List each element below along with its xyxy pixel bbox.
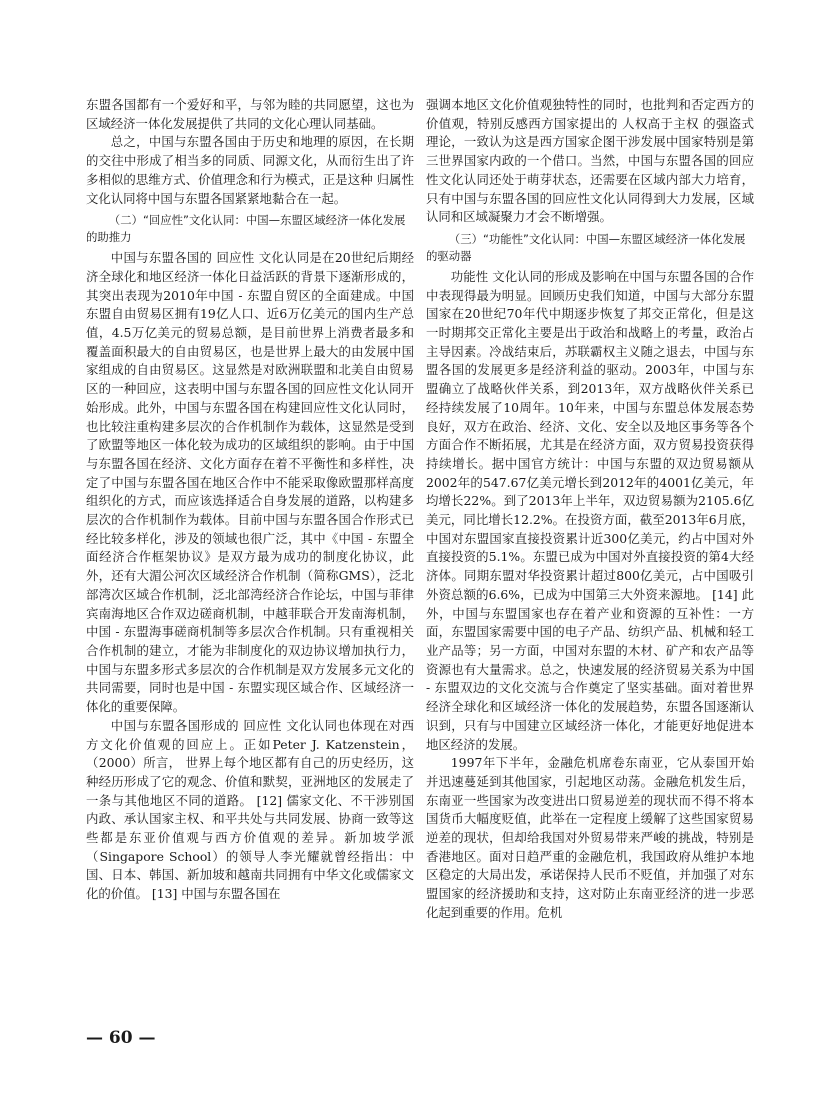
section-heading: （二）“回应性”文化认同：中国—东盟区域经济一体化发展的助推力 xyxy=(86,213,406,245)
paragraph: 中国与东盟各国的 回应性 文化认同是在20世纪后期经济全球化和地区经济一体化日益活跃的背景下逐渐形成的，其突出表现为2010年中国 - 东盟自贸区的全面建成。中国 东盟自由贸易区拥有19亿人口、近6万亿美元的国内生产总值，4.5万亿美元的贸易总额，是目前世界上消费者最多和覆盖面积最大的自由贸易区，也是世界上最大的由发展中国家组成的自由贸易区。这显然是对欧洲联盟和北美自由贸易区的一种回应，这表明中国与东盟各国的回应性文化认同开始形成。此外，中国与东盟各国在构建回应性文化认同时，也比较注重构建多层次的合作机制作为载体，这显然是受到了欧盟等地区一体化较为成功的区域组织的影响。由于中国与东盟各国在经济、文化方面存在着不平衡性和多样性，决定了中国与东盟各国在地区合作中不能采取像欧盟那样高度组织化的方式，而应该选择适合自身发展的道路，以构建多层次的合作机制作为载体。目前中国与东盟各国合作形式已经比较多样化，涉及的领域也很广泛，其中《中国 - 东盟全面经济合作框架协议》是双方最为成功的制度化协议，此外，还有大湄公河次区域经济合作机制（简称GMS），泛北部湾次区域合作机制，泛北部湾经济合作论坛，中国与菲律宾南海地区合作双边磋商机制，中越菲联合开发南海机制，中国 - 东盟海事磋商机制等多层次合作机制。只有重视相关合作机制的建立，才能为非制度化的双边协议增加执行力，中国与东盟多形式多层次的合作机制是双方发展多元文化的共同需要，同时也是中国 - 东盟实现区域合作、区域经济一体化的重要保障。 xyxy=(86,250,418,715)
paragraph: 东盟各国都有一个爱好和平，与邻为睦的共同愿望，这也为区域经济一体化发展提供了共同的文化心理认同基础。 xyxy=(86,97,414,131)
paragraph: 总之，中国与东盟各国由于历史和地理的原因，在长期的交往中形成了相当多的同质、同源文化，从而衍生出了许多相似的思维方式、价值理念和行为模式，正是这种 归属性 文化认同将中国与东盟各国紧紧地黏合在一起。 xyxy=(86,134,418,206)
section-heading: （三）“功能性”文化认同：中国—东盟区域经济一体化发展的驱动器 xyxy=(426,231,746,263)
right-column xyxy=(426,96,758,923)
paragraph: 1997年下半年，金融危机席卷东南亚，它从泰国开始并迅速蔓延到其他国家，引起地区动荡。金融危机发生后，东南亚一些国家为改变进出口贸易逆差的现状而不得不将本国货币大幅度贬值，此举在一定程度上缓解了这些国家贸易逆差的现状，但却给我国对外贸易带来严峻的挑战，特别是香港地区。面对日趋严重的金融危机，我国政府从维护本地区稳定的大局出发，承诺保持人民币不贬值，并加强了对东盟国家的经济援助和支持，这对防止东南亚经济的进一步恶化起到重要的作用。危机 xyxy=(426,755,754,920)
paragraph: 中国与东盟各国形成的 回应性 文化认同也体现在对西方文化价值观的回应上。正如Peter J. Katzenstein，（2000）所言， 世界上每个地区都有自己的历史经历，这种经历形成了它的观念、价值和默契，亚洲地区的发展走了一条与其他地区不同的道路。 [12] 儒家文化、不干涉别国内政、承认国家主权、和平共处与共同发展、协商一致等这些都是东亚价值观与西方价值观的差异。新加坡学派（Singapore School）的领导人李光耀就曾经指出：中国、日本、韩国、新加坡和越南共同拥有中华文化或儒家文化的价值。 [13] 中国与东盟各国在 xyxy=(86,717,414,902)
paragraph: 功能性 文化认同的形成及影响在中国与东盟各国的合作中表现得最为明显。回顾历史我们知道，中国与大部分东盟国家在20世纪70年代中期逐步恢复了邦交正常化，但是这一时期邦交正常化主要是出于政治和战略上的考量，政治占主导因素。冷战结束后，苏联霸权主义随之退去，中国与东盟各国的发展更多是经济利益的驱动。2003年，中国与东盟确立了战略伙伴关系，到2013年，双方战略伙伴关系已经持续发展了10周年。10年来，中国与东盟总体发展态势良好，双方在政治、经济、文化、安全以及地区事务等各个方面合作不断拓展，尤其是在经济方面，双方贸易投资获得持续增长。据中国官方统计：中国与东盟的双边贸易额从2002年的547.67亿美元增长到2012年的4001亿美元，年均增长22%。到了2013年上半年，双边贸易额为2105.6亿美元，同比增长12.2%。在投资方面，截至2013年6月底，中国对东盟国家直接投资累计近300亿美元，约占中国对外直接投资的5.1%。东盟已成为中国对外直接投资的第4大经济体。同期东盟对华投资累计超过800亿美元，占中国吸引外资总额的6.6%，已成为中国第三大外资来源地。 [14] 此外，中国与东盟国家也存在着产业和资源的互补性：一方面，东盟国家需要中国的电子产品、纺织产品、机械和轻工业产品等；另一方面，中国对东盟的木材、矿产和农产品等资源也有大量需求。总之，快速发展的经济贸易关系为中国 - 东盟双边的文化交流与合作奠定了坚实基础。面对着世界经济全球化和区域经济一体化的发展趋势，东盟各国逐渐认识到，只有与中国建立区域经济一体化，才能更好地促进本地区经济的发展。 xyxy=(426,268,758,752)
paragraph: 强调本地区文化价值观独特性的同时，也批判和否定西方的价值观，特别反感西方国家提出的 人权高于主权 的强盗式理论，一致认为这是西方国家企图干涉发展中国家特别是第三世界国家内政的一个借口。当然，中国与东盟各国的回应性文化认同还处于萌芽状态，还需要在区域内部大力培育，只有中国与东盟各国的回应性文化认同得到大力发展，区域认同和区域凝聚力才会不断增强。 xyxy=(426,97,754,225)
page-number: — 60 — xyxy=(86,1028,156,1048)
left-column xyxy=(86,96,418,904)
